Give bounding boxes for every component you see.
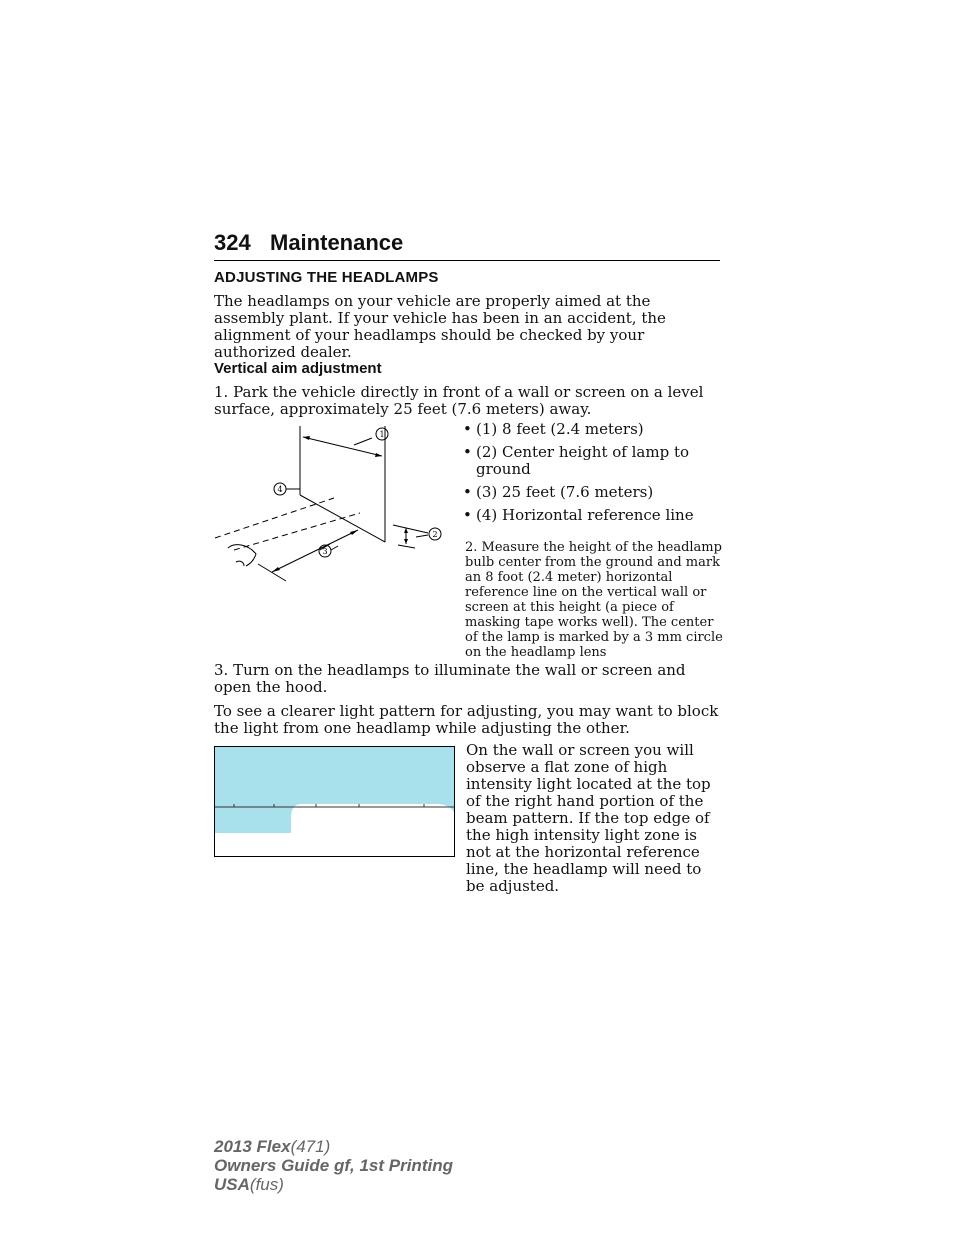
intro-paragraph: The headlamps on your vehicle are properly aimed at the assembly plant. If your vehicle has been in an accident, the alignment of your headlamps should be checked by your authorized dealer. — [214, 292, 666, 361]
dimension-3-arrow — [272, 530, 358, 572]
legend-item: • (1) 8 feet (2.4 meters) — [463, 421, 723, 438]
legend-item: • (3) 25 feet (7.6 meters) — [463, 484, 723, 501]
section-heading: ADJUSTING THE HEADLAMPS — [214, 269, 439, 286]
subheading: Vertical aim adjustment — [214, 360, 382, 377]
beam-pattern-diagram — [214, 746, 455, 857]
beam-line-lower — [234, 513, 360, 550]
observe-paragraph: On the wall or screen you will observe a flat zone of high intensity light located at the top of the right hand portion of the beam pattern. If the top edge of the high intensity light zone is not at the horizontal reference line, the headlamp will need to be adjusted. — [466, 741, 711, 895]
legend-item: • (2) Center height of lamp to ground — [463, 444, 723, 478]
footer-guide: Owners Guide gf, 1st Printing — [214, 1156, 453, 1175]
tip-paragraph: To see a clearer light pattern for adjusting, you may want to block the light from one headlamp while adjusting the other. — [214, 702, 719, 737]
diagram-legend-list — [463, 421, 723, 530]
diagram-label-3: 3 — [322, 547, 328, 556]
dimension-1-arrow — [303, 437, 382, 456]
footer-model: 2013 Flex — [214, 1137, 291, 1156]
vehicle-hood-outline — [228, 545, 256, 566]
page-number: 324 — [214, 230, 251, 255]
footer-model-code: (471) — [290, 1137, 331, 1156]
page-header — [214, 230, 720, 261]
step-1-paragraph: 1. Park the vehicle directly in front of a wall or screen on a level surface, approximately 25 feet (7.6 meters) away. — [214, 383, 704, 418]
footer-market: USA — [214, 1175, 250, 1194]
step-2-paragraph: 2. Measure the height of the headlamp bulb center from the ground and mark an 8 foot (2.4 meter) horizontal reference line on the vertical wall or screen at this height (a piece of masking tape works well). The center of the lamp is marked by a 3 mm circle on the headlamp lens — [465, 540, 723, 660]
diagram-label-2: 2 — [432, 530, 438, 539]
headlamp-aim-diagram — [210, 420, 455, 585]
page-footer — [214, 1137, 453, 1194]
step-3-paragraph: 3. Turn on the headlamps to illuminate the wall or screen and open the hood. — [214, 661, 686, 696]
section-title: Maintenance — [270, 230, 404, 255]
diagram-label-1: 1 — [379, 430, 385, 439]
legend-item: • (4) Horizontal reference line — [463, 507, 723, 524]
diagram-label-4: 4 — [277, 485, 283, 494]
footer-market-code: (fus) — [249, 1175, 284, 1194]
